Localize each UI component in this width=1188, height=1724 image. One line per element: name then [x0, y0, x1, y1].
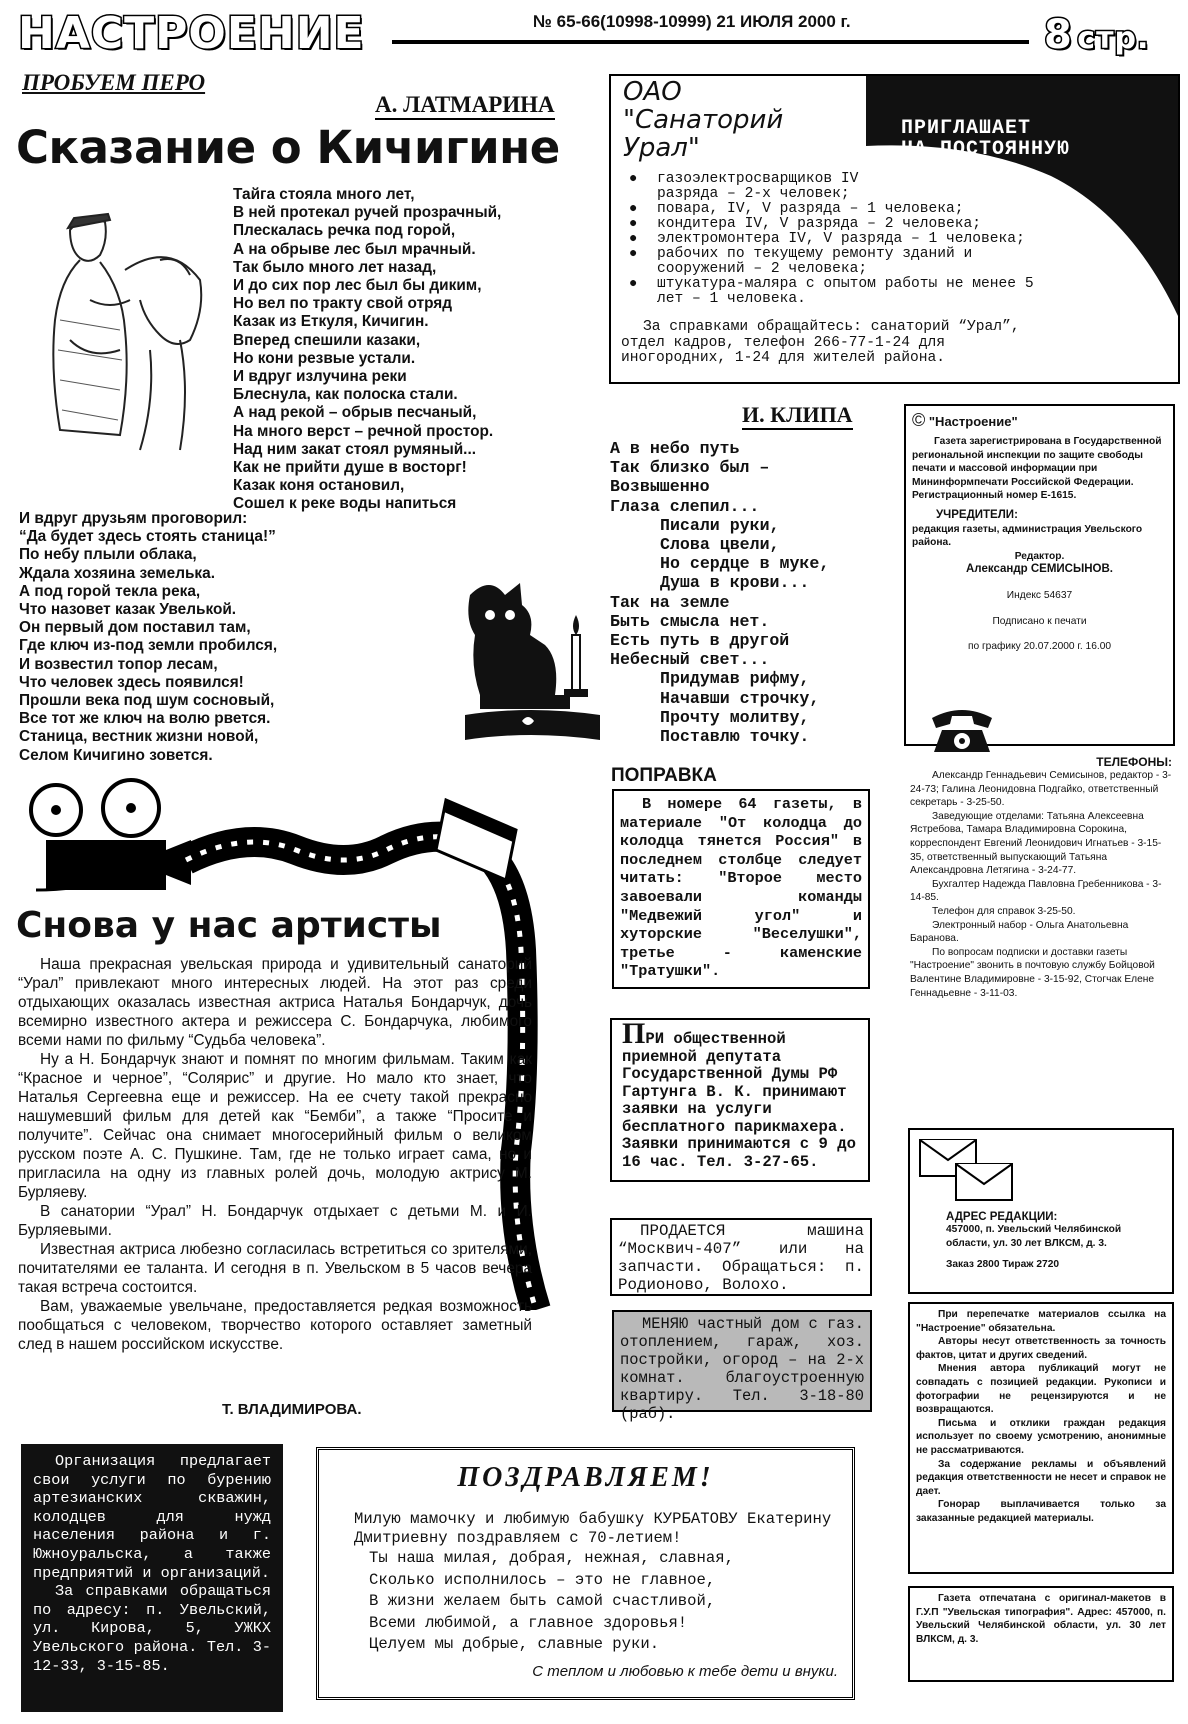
poem-line: Но сердце в муке,	[660, 554, 830, 574]
poem-line: Прочту молитву,	[660, 707, 810, 727]
phones-label: ТЕЛЕФОНЫ:	[1096, 755, 1172, 769]
rule-item: Авторы несут ответственность за точность фактов, цитат и других сведений.	[916, 1336, 1166, 1361]
printer-info: Газета отпечатана с оригинал-макетов в Г.У.П "Увельская типография". Адрес: 457000, п. Увельский Челябинской области, ул. 30 лет ВЛКСМ, д. 3.	[908, 1586, 1174, 1682]
phone-entry: Телефон для справок 3-25-50.	[932, 905, 1076, 917]
drilling-ad-text: Организация предлагает свои услуги по бурению артезианских скважин, колодцев для нужд населения района и г. Южноуральска, а также предприятий и организаций.	[33, 1452, 271, 1582]
poem-line: Есть путь в другой	[610, 631, 790, 651]
rule-item: За содержание рекламы и объявлений редакция ответственности не несет и справок не дает.	[916, 1458, 1166, 1497]
greeting-signoff: С теплом и любовью к тебе дети и внуки.	[532, 1663, 838, 1680]
deputy-ad-first: РИ общественной	[645, 1030, 786, 1048]
reprint-rules	[908, 1302, 1174, 1574]
page-number-block	[1044, 12, 1149, 58]
sanatorium-org-1: ОАО	[623, 77, 682, 107]
sanatorium-org-2: "Санаторий	[623, 105, 784, 135]
vacancy-list	[625, 172, 1057, 307]
article-paragraph: Наша прекрасная увельская природа и удивительный санаторий “Урал” привлекают много интересных людей. На этот раз среди отдыхающих оказалась известная актриса Наталья Бондарчук, дочь всемирно известного актера и режиссера С. Бондарчука, любимого всеми нами по фильму “Судьба человека”.	[18, 956, 532, 1049]
article-paragraph: Ну а Н. Бондарчук знают и помнят по многим фильмам. Таким как “Красное и черное”, “Солярис” и другие. Но мало кто знает, что Наталья Сергеевна еще и режиссер. На ее счету такой прекрасно нашумевший фильм для детей как “Бемби”, а также “Просите и получите”. Сейчас она снимает многосерийный фильм о великом русском поэте А. С. Пушкине. Там, где не только играет сама, но и пригласила на одну из главных ролей дочь, молодую актрису М. Бурляеву.	[18, 1051, 532, 1201]
imprint-box	[904, 404, 1175, 746]
klipa-poem	[610, 439, 870, 746]
telephone-icon	[928, 700, 996, 756]
vacancy-item: ● рабочих по текущему ремонту зданий и сооружений – 2 человека;	[657, 247, 1057, 277]
phone-entry: Электронный набор - Ольга Анатольевна Баранова.	[910, 919, 1129, 945]
address: 457000, п. Увельский Челябинской области, ул. 30 лет ВЛКСМ, д. 3.	[946, 1224, 1122, 1249]
founders: редакция газеты, администрация Увельского района.	[912, 523, 1143, 549]
deputy-ad	[610, 1018, 870, 1182]
poem-author: А. ЛАТМАРИНА	[375, 92, 555, 120]
article-paragraph: В санатории “Урал” Н. Бондарчук отдыхает с детьми М. и И. Бурляевыми.	[18, 1203, 532, 1239]
exchange-ad: МЕНЯЮ частный дом с газ. отоплением, гараж, хоз. постройки, огород – на 2-х комнат. благоустроенную квартиру. Тел. 3-18-80 (раб).	[612, 1310, 872, 1412]
drop-cap: П	[622, 1017, 646, 1050]
print-run: Заказ 2800 Тираж 2720	[946, 1259, 1060, 1271]
signed-for-print: Подписано к печати	[992, 615, 1087, 627]
rule-item: Письма и отклики граждан редакция использует по своему усмотрению, анонимные не рассматриваются.	[916, 1417, 1166, 1456]
greeting-intro: Милую мамочку и любимую бабушку КУРБАТОВУ Екатерину Дмитриевну поздравляем с 70-летием!	[354, 1510, 832, 1547]
article-paragraph: Известная актриса любезно согласилась встретиться со зрителями, почитателями ее таланта. И сегодня в п. Увельском в 5 часов вечера такая встреча состоится.	[18, 1241, 532, 1296]
phone-entry: Бухгалтер Надежда Павловна Гребенникова - 3-14-85.	[910, 878, 1162, 904]
poem-line: Небесный свет...	[610, 650, 770, 670]
poem-part-2: И вдруг друзьям проговорил: “Да будет здесь стоять станица!” По небу плыли облака, Ждала хозяина земелька. А под горой текла река, Что назовет казак Увелькой. Он первый дом поставил там, Где ключ из-под земли пробился, И возвестил топор лесам, Что человек здесь появился! Прошли века под шум сосновый, Все тот же ключ на волю рвется. Станица, вестник жизни новой, Селом Кичигино зовется.	[19, 510, 278, 764]
poem-line: Душа в крови...	[660, 573, 810, 593]
sale-ad: ПРОДАЕТСЯ машина “Москвич-407” или на запчасти. Обращаться: п. Родионово, Волохо.	[610, 1218, 872, 1296]
header-rule	[392, 40, 1029, 44]
address-label: АДРЕС РЕДАКЦИИ:	[946, 1211, 1058, 1223]
article-paragraph: Вам, уважаемые увельчане, предоставляется редкая возможность пообщаться с человеком, творчество которого оставляет заметный след в нашем российском искусстве.	[18, 1298, 532, 1353]
vacancy-item: ● электромонтера IV, V разряда – 1 человека;	[657, 232, 1057, 247]
editor-label: Редактор.	[1014, 550, 1065, 562]
founders-label: УЧРЕДИТЕЛИ:	[936, 508, 1018, 521]
poem-line: Возвышенно	[610, 477, 710, 497]
poem-title: Сказание о Кичигине	[16, 121, 560, 174]
page-number: 8	[1044, 12, 1073, 58]
greeting-title: ПОЗДРАВЛЯЕМ!	[457, 1462, 714, 1493]
imprint-registration: Газета зарегистрирована в Государственной региональной инспекции по защите свободы печати и массовой информации при Мининформпечати Российской Федерации. Регистрационный номер Е-1615.	[912, 436, 1162, 502]
article-body	[18, 955, 532, 1354]
correction-title: ПОПРАВКА	[611, 765, 717, 786]
article-signature: Т. ВЛАДИМИРОВА.	[222, 1401, 362, 1418]
correction-text: В номере 64 газеты, в материале "От колодца до колодца тянется Россия" в последнем столбце следует читать: "Второе место завоевали команды "Медвежий угол" и хуторские "Веселушки", третье - каменские "Тратушки".	[612, 789, 870, 989]
sanatorium-ad	[609, 74, 1180, 384]
vacancy-item: ● повара, IV, V разряда – 1 человека;	[657, 202, 1057, 217]
phone-entry: По вопросам подписки и доставки газеты "Настроение" звонить в почтовую службу Бойцовой Валентине Владимировне - 3-15-92, Стогчак Елене Геннадьевне - 3-11-03.	[910, 946, 1155, 999]
poem-line: Поставлю точку.	[660, 727, 810, 747]
rule-item: Мнения автора публикаций могут не совпадать с позицией редакции. Рукописи и фотографии не рецензируются и не возвращаются.	[916, 1363, 1166, 1416]
poem-line: Начавши строчку,	[660, 688, 820, 708]
vacancy-item: ● кондитера IV, V разряда – 2 человека;	[657, 217, 1057, 232]
poem-line: Слова цвели,	[660, 535, 780, 555]
poem-line: Придумав рифму,	[660, 669, 810, 689]
rubric: ПРОБУЕМ ПЕРО	[22, 70, 206, 95]
poem-line: Глаза слепил...	[610, 496, 760, 516]
editor: Александр СЕМИСЫНОВ.	[966, 563, 1113, 576]
sanatorium-invites: ПРИГЛАШАЕТ НА ПОСТОЯННУЮ РАБОТУ:	[901, 117, 1071, 182]
poem-line: Писали руки,	[660, 515, 780, 535]
envelope-icon	[916, 1136, 1026, 1206]
poem-line: Быть смысла нет.	[610, 611, 770, 631]
cat-candle-illustration	[460, 575, 605, 745]
deputy-ad-text: приемной депутата Государственной Думы РФ Гартунга В. К. принимают заявки на услуги бесплатного парикмахера. Заявки принимаются с 9 до 16 час. Тел. 3-27-65.	[622, 1047, 856, 1171]
issue-info: № 65-66(10998-10999) 21 ИЮЛЯ 2000 г.	[533, 12, 851, 31]
address-box	[908, 1128, 1174, 1294]
poem-line: А в небо путь	[610, 439, 740, 458]
greeting-box	[316, 1447, 855, 1700]
greeting-verse: Ты наша милая, добрая, нежная, славная, Сколько исполнилось – это не главное, В жизни желаем быть самой счастливой, Всеми любимой, а главное здоровья! Целуем мы добрые, славные руки.	[369, 1549, 734, 1653]
klipa-author: И. КЛИПА	[742, 402, 853, 430]
poem-part-1: Тайга стояла много лет, В ней протекал ручей прозрачный, Плескалась речка под горой, А на обрыве лес был мрачный. Так было много лет назад, И до сих пор лес был бы диким, Но вел по тракту свой отряд Казак из Еткуля, Кичигин. Вперед спешили казаки, Но кони резвые устали. И вдруг излучина реки Блеснула, как полоска стали. А над рекой – обрыв песчаный, На много верст – речной простор. Над ним закат стоял румяный... Как не прийти душе в восторг! Казак коня остановил, Сошел к реке воды напиться	[233, 186, 502, 513]
phone-entry: Заведующие отделами: Татьяна Алексеевна Ястребова, Тамара Владимировна Сорокина, корреспондент Евгений Леонидович Игнатьев - 3-15-35, ответственный выпускающий Татьяна Александровна Летягина - 3-24-77.	[910, 810, 1162, 877]
imprint-name: "Настроение"	[928, 414, 1018, 429]
sanatorium-contact: За справками обращайтесь: санаторий “Урал”, отдел кадров, телефон 266-77-1-24 для иногородних, 1-24 для жителей района.	[621, 319, 1020, 366]
print-schedule: по графику 20.07.2000 г. 16.00	[967, 641, 1112, 653]
phone-entry: Александр Геннадьевич Семисынов, редактор - 3-24-73; Галина Леонидовна Подгайко, ответственный секретарь - 3-25-50.	[910, 770, 1172, 809]
subscription-index: Индекс 54637	[1006, 589, 1073, 601]
vacancy-item: ● штукатура-маляра с опытом работы не менее 5 лет – 1 человека.	[657, 277, 1057, 307]
rule-item: При перепечатке материалов ссылка на "Настроение" обязательна.	[916, 1309, 1166, 1334]
phones-block	[910, 755, 1172, 1000]
section-title: НАСТРОЕНИЕ	[18, 8, 365, 59]
vacancy-item: ● газоэлектросварщиков IV разряда – 2-х человек;	[657, 172, 907, 202]
copyright-icon: ©	[912, 410, 926, 430]
cossack-illustration	[30, 200, 210, 465]
poem-line: Так близко был –	[610, 458, 770, 478]
article-title: Снова у нас артисты	[16, 905, 442, 946]
rule-item: Гонорар выплачивается только за заказанные редакцией материалы.	[916, 1499, 1166, 1524]
drilling-ad	[21, 1444, 283, 1712]
poem-line: Так на земле	[610, 592, 730, 612]
drilling-ad-contact: За справками обращаться по адресу: п. Увельский, ул. Кирова, 5, УЖКХ Увельского района. Тел. 3-12-33, 3-15-85.	[33, 1582, 271, 1675]
sanatorium-org-3: Урал"	[623, 133, 700, 163]
page-label: стр.	[1077, 21, 1150, 56]
